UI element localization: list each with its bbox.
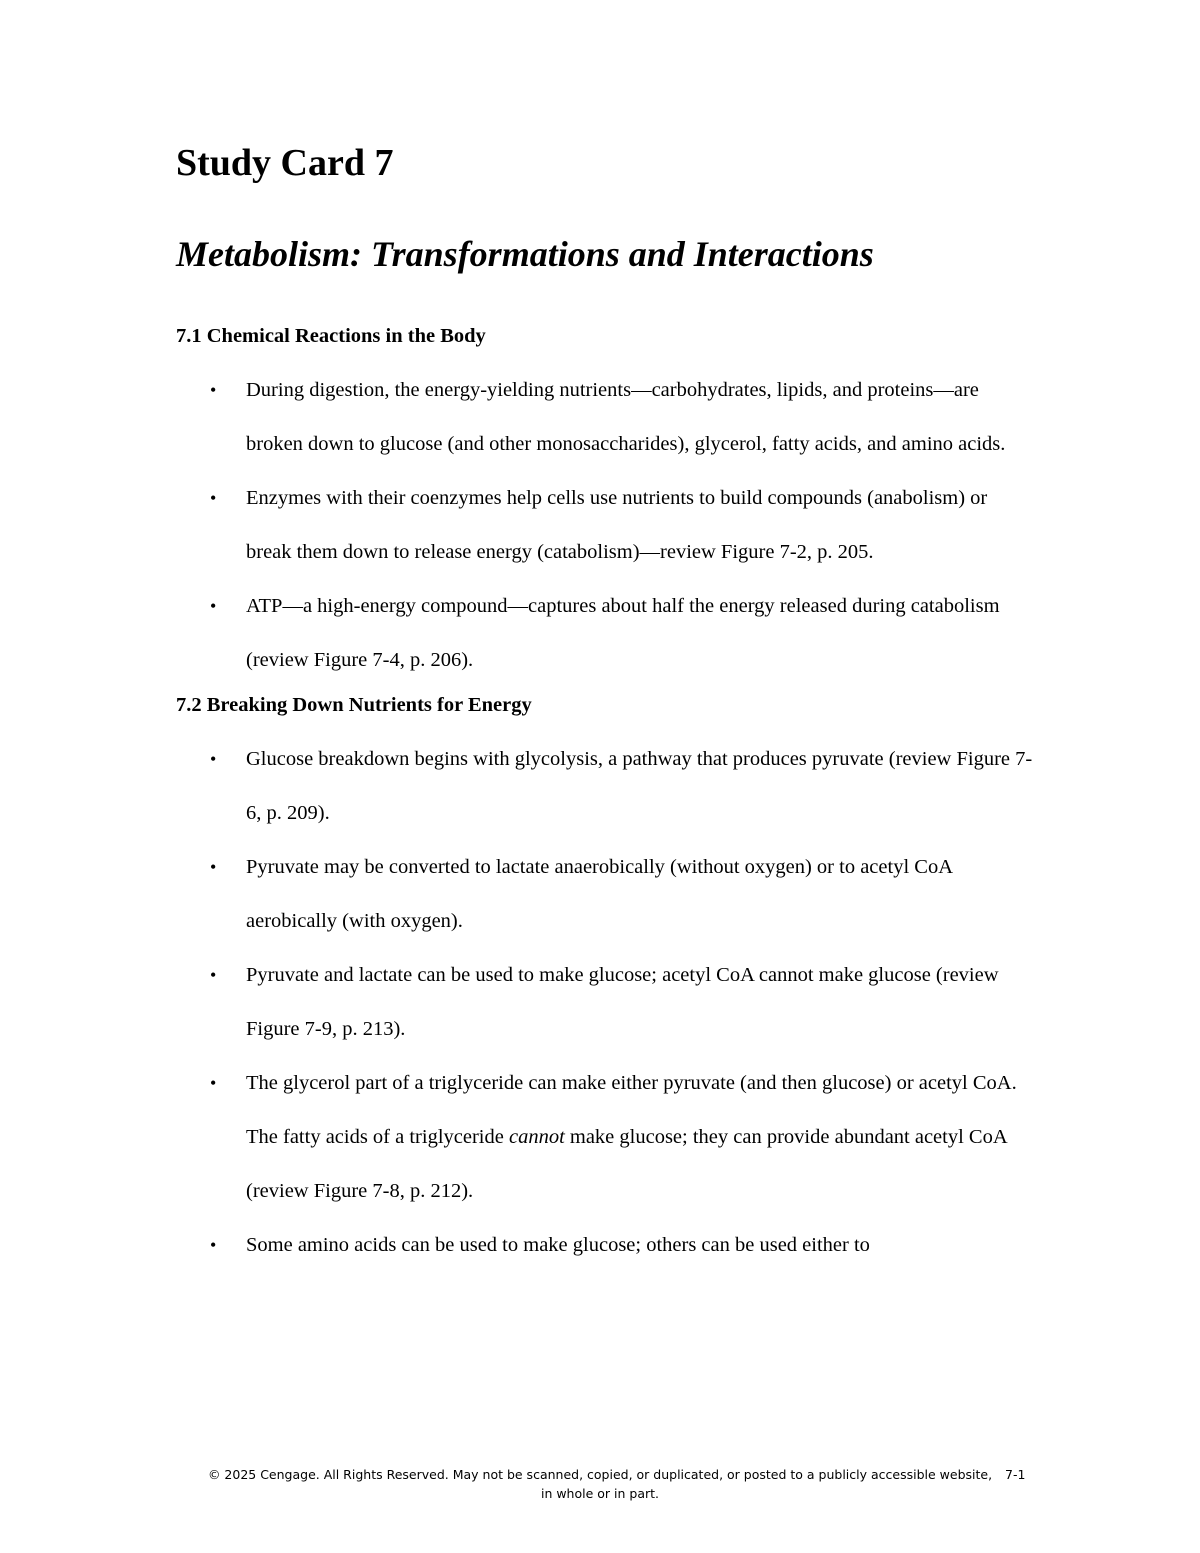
- section-heading-breaking-down-nutrients: 7.2 Breaking Down Nutrients for Energy: [176, 694, 532, 716]
- bullet-dot-icon: •: [210, 596, 217, 616]
- section-heading-chemical-reactions: 7.1 Chemical Reactions in the Body: [176, 325, 486, 347]
- section-bullet-list: [176, 732, 1036, 1272]
- bullet-dot-icon: •: [210, 1235, 217, 1255]
- bullet-item: [176, 1218, 1036, 1272]
- bullet-item: [176, 732, 1036, 840]
- bullet-dot-icon: •: [210, 749, 217, 769]
- bullet-item: [176, 1056, 1036, 1218]
- bullet-item: [176, 363, 1036, 471]
- bullet-text: ATP—a high-energy compound—captures about half the energy released during catabolism (review Figure 7-4, p. 206).: [246, 595, 1000, 671]
- bullet-item: [176, 840, 1036, 948]
- bullet-text: Pyruvate and lactate can be used to make glucose; acetyl CoA cannot make glucose (review Figure 7-9, p. 213).: [246, 964, 999, 1040]
- page-title: Study Card 7: [176, 142, 394, 184]
- bullet-text: Glucose breakdown begins with glycolysis, a pathway that produces pyruvate (review Figure 7-6, p. 209).: [246, 748, 1033, 824]
- bullet-dot-icon: •: [210, 965, 217, 985]
- bullet-text: During digestion, the energy-yielding nutrients—carbohydrates, lipids, and proteins—are broken down to glucose (and other monosaccharides), glycerol, fatty acids, and amino acids.: [246, 379, 1006, 455]
- bullet-dot-icon: •: [210, 1073, 217, 1093]
- bullet-text: The glycerol part of a triglyceride can make either pyruvate (and then glucose) or acetyl CoA. The fatty acids of a triglyceride: [246, 1072, 1017, 1148]
- bullet-text: Pyruvate may be converted to lactate anaerobically (without oxygen) or to acetyl CoA aerobically (with oxygen).: [246, 856, 952, 932]
- bullet-dot-icon: •: [210, 857, 217, 877]
- bullet-item: [176, 948, 1036, 1056]
- bullet-item: [176, 471, 1036, 579]
- content-body: [176, 318, 1036, 1272]
- bullet-text: make glucose; they can provide abundant acetyl CoA (review Figure 7-8, p. 212).: [246, 1126, 1007, 1202]
- page-footer: [0, 1465, 1200, 1503]
- footer-copyright-line1: [0, 1465, 1200, 1484]
- bullet-text-emphasis: cannot: [508, 1126, 565, 1148]
- page-number: 7-1: [1005, 1467, 1026, 1482]
- footer-copyright-text: © 2025 Cengage. All Rights Reserved. May not be scanned, copied, or duplicated, or posted to a publicly accessible website,: [207, 1467, 993, 1482]
- bullet-item: [176, 579, 1036, 687]
- page-subtitle: Metabolism: Transformations and Interactions: [176, 234, 874, 274]
- bullet-dot-icon: •: [210, 380, 217, 400]
- footer-copyright-line2: in whole or in part.: [540, 1486, 660, 1501]
- section-bullet-list: [176, 363, 1036, 687]
- bullet-text: Enzymes with their coenzymes help cells use nutrients to build compounds (anabolism) or break them down to release energy (catabolism)—review Figure 7-2, p. 205.: [246, 487, 988, 563]
- bullet-dot-icon: •: [210, 488, 217, 508]
- bullet-text: Some amino acids can be used to make glucose; others can be used either to: [246, 1234, 870, 1256]
